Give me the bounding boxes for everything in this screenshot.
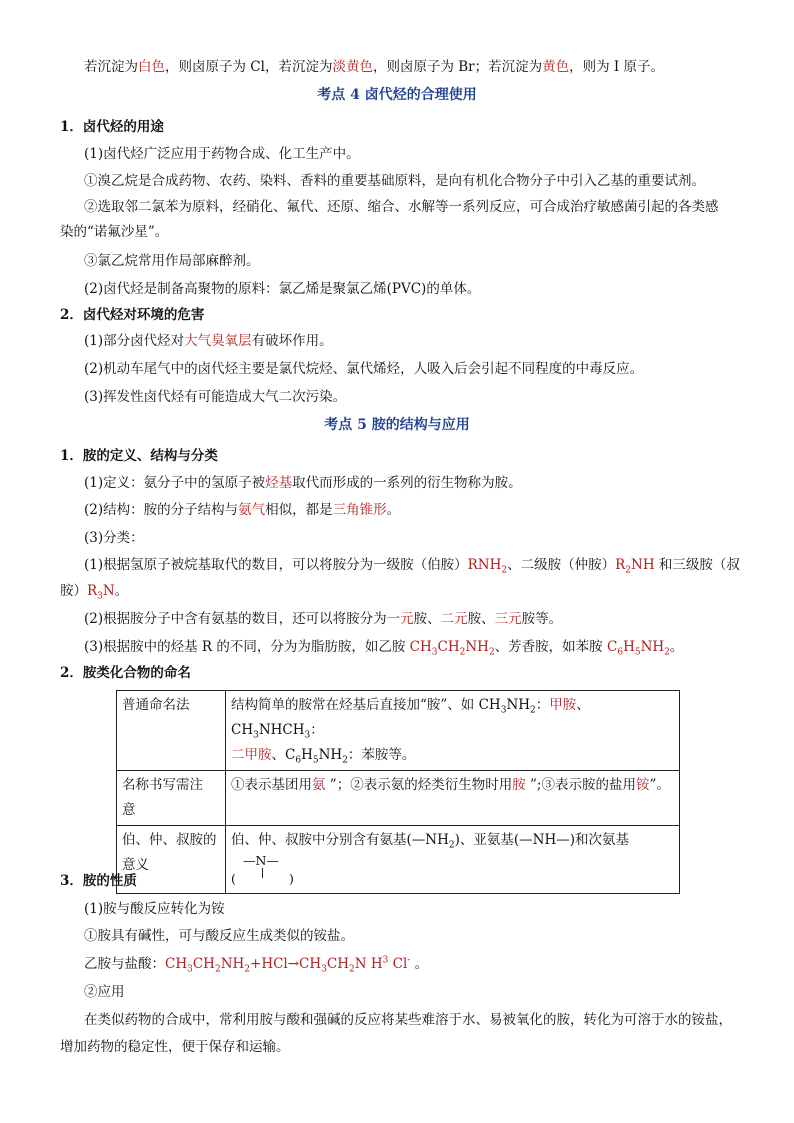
text: ，则卤原子为 Cl，若沉淀为 <box>165 59 333 75</box>
highlight: 三角锥形 <box>332 502 387 518</box>
text: 结构简单的胺常在烃基后直接加“胺”、如 CH <box>231 697 501 713</box>
text: ： <box>310 722 324 738</box>
highlight: 氨气 <box>238 502 266 518</box>
table-row <box>117 826 680 894</box>
text: 若沉淀为 <box>84 59 138 75</box>
text: 意 <box>122 802 136 818</box>
paragraph: (3)挥发性卤代烃有可能造成大气二次污染。 <box>84 389 347 405</box>
text: CH <box>409 639 432 655</box>
text: H <box>301 747 313 763</box>
bond-line <box>262 868 263 878</box>
text: 伯、仲、叔胺中分别含有氨基(—NH <box>231 832 449 848</box>
highlight: 甲胺 <box>549 697 577 713</box>
subscript: 2 <box>488 647 495 658</box>
subscript: 5 <box>634 647 641 658</box>
text: (2)结构：胺的分子结构与 <box>84 502 239 518</box>
paragraph <box>84 556 740 574</box>
paragraph: ②应用 <box>84 984 125 1000</box>
text: 意义 <box>122 857 149 873</box>
text: (2)根据胺分子中含有氨基的数目，还可以将胺分为 <box>84 611 387 627</box>
section-title-kp5: 考点 5 胺的结构与应用 <box>324 417 470 433</box>
highlight: 胺 <box>512 777 526 793</box>
reaction-line <box>84 955 428 973</box>
paragraph <box>84 474 522 492</box>
formula <box>467 557 508 576</box>
highlight: 氨 <box>312 777 326 793</box>
paragraph <box>84 610 562 628</box>
subscript: 2 <box>244 964 251 975</box>
paragraph: ①胺具有碱性，可与酸反应生成类似的铵盐。 <box>84 928 354 944</box>
text: (1)定义：氨分子中的氢原子被 <box>84 475 266 491</box>
subscript: 3 <box>187 964 193 975</box>
heading-haloalkane-uses: 1．卤代烃的用途 <box>60 119 164 135</box>
naming-table <box>116 690 680 894</box>
text: +HCl→CH <box>250 956 322 972</box>
paragraph <box>84 638 683 656</box>
structure-text: —N— <box>243 853 279 868</box>
text: 胺等。 <box>521 611 563 627</box>
subscript: 3 <box>500 705 507 716</box>
text: 取代而形成的一系列的衍生物称为胺。 <box>292 475 522 491</box>
text: )、亚氨基(—NH—)和次氨基 <box>454 832 629 848</box>
paragraph <box>60 582 128 600</box>
text: CH <box>165 956 188 972</box>
text: ①表示基团用 <box>231 777 312 793</box>
formula <box>615 557 655 576</box>
text: N H <box>354 956 383 972</box>
paragraph: ①溴乙烷是合成药物、农药、染料、香料的重要基础原料，是向有机化合物分子中引入乙基的重要试剂。 <box>84 173 705 189</box>
highlight: 白色 <box>138 59 165 75</box>
text: Cl <box>388 956 408 972</box>
paragraph: ②选取邻二氯苯为原料，经硝化、氟代、还原、缩合、水解等一系列反应，可合成治疗敏感菌引起的各类感 <box>84 199 719 215</box>
highlight: 烃基 <box>265 475 293 491</box>
text: 乙胺与盐酸： <box>84 956 165 972</box>
text: NH <box>640 639 665 655</box>
text: 伯、仲、叔胺的 <box>122 832 217 848</box>
text: R <box>615 557 626 573</box>
reaction-equation <box>165 955 411 975</box>
subscript: 2 <box>530 705 536 716</box>
highlight: 二甲胺 <box>231 747 272 763</box>
formula <box>87 583 115 602</box>
text: CH <box>192 956 215 972</box>
table-row <box>117 771 680 826</box>
text: NH <box>465 639 489 655</box>
paragraph: (1)卤代烃广泛应用于药物合成、化工生产中。 <box>84 146 360 162</box>
paragraph <box>84 501 400 519</box>
text: 胺、 <box>413 611 441 627</box>
formula <box>409 639 495 658</box>
text: 胺、 <box>467 611 495 627</box>
text: 。 <box>410 956 429 972</box>
heading-amine-naming: 2．胺类化合物的命名 <box>60 665 191 681</box>
paragraph: 增加药物的稳定性，便于保存和运输。 <box>60 1039 290 1055</box>
subscript: 2 <box>459 647 466 658</box>
table-cell <box>117 771 226 826</box>
formula <box>606 639 670 658</box>
text: (1)部分卤代烃对 <box>84 333 185 349</box>
highlight: 大气臭氧层 <box>184 333 252 349</box>
subscript: 6 <box>617 647 624 658</box>
paragraph: (2)机动车尾气中的卤代烃主要是氯代烷烃、氯代烯烃，人吸入后会引起不同程度的中毒反应。 <box>84 361 644 377</box>
text: 胺） <box>60 583 87 599</box>
subscript: 2 <box>501 565 508 576</box>
subscript: 2 <box>214 964 221 975</box>
text: (3)根据胺中的烃基 R 的不同，分为为脂肪胺，如乙胺 <box>84 639 410 655</box>
subscript: 3 <box>321 964 327 975</box>
highlight: 三元 <box>494 611 522 627</box>
highlight: 淡黄色 <box>332 59 373 75</box>
text: ，则卤原子为 Br；若沉淀为 <box>372 59 543 75</box>
text: ，则为 I 原子。 <box>569 59 665 75</box>
superscript: - <box>407 955 411 966</box>
subscript: 3 <box>304 730 311 741</box>
heading-environment-harm: 2．卤代烃对环境的危害 <box>60 307 205 323</box>
paren: ) <box>289 871 294 886</box>
text: H <box>623 639 635 655</box>
text: CH <box>326 956 350 972</box>
text: 。 <box>669 639 684 655</box>
text: ：苯胺等。 <box>347 747 416 763</box>
text: NH <box>220 956 245 972</box>
text: N <box>102 583 115 599</box>
paragraph: 在类似药物的合成中，常利用胺与酸和强碱的反应将某些难溶于水、易被氧化的胺，转化为可溶于水的铵盐， <box>84 1012 732 1028</box>
subscript: 3 <box>431 647 438 658</box>
table-cell: 普通命名法 <box>117 691 226 771</box>
subscript: 2 <box>664 647 670 658</box>
subscript: 2 <box>349 964 355 975</box>
paragraph: ③氯乙烷常用作局部麻醉剂。 <box>84 253 260 269</box>
subscript: 3 <box>253 730 259 741</box>
table-cell <box>226 691 680 771</box>
text: 、二级胺（仲胺） <box>507 557 616 573</box>
text: NH <box>631 557 655 573</box>
text: ”;③表示胺的盐用 <box>525 777 636 793</box>
text: 有破坏作用。 <box>251 333 333 349</box>
subscript: 2 <box>448 840 455 851</box>
text: 。 <box>114 583 129 599</box>
subscript: 6 <box>295 755 302 766</box>
heading-amine-properties: 3．胺的性质 <box>60 873 137 889</box>
text: RNH <box>467 557 502 573</box>
paren: ( <box>231 871 236 886</box>
tertiary-amine-structure <box>231 853 674 891</box>
table-cell <box>226 826 680 894</box>
table-row <box>117 691 680 771</box>
subscript: 5 <box>312 755 319 766</box>
heading-amine-definition: 1．胺的定义、结构与分类 <box>60 448 218 464</box>
text: ： <box>535 697 550 713</box>
text: 名称书写需注 <box>122 777 203 793</box>
section-title-kp4: 考点 4 卤代烃的合理使用 <box>317 87 477 103</box>
text: 、CH <box>231 697 590 738</box>
text: 、芳香胺，如苯胺 <box>494 639 607 655</box>
text: C <box>606 639 618 655</box>
text: 。 <box>386 502 401 518</box>
text: (1)根据氢原子被烷基取代的数目，可以将胺分为一级胺（伯胺） <box>84 557 468 573</box>
text: CH <box>437 639 460 655</box>
text: 和三级胺（叔 <box>654 557 740 573</box>
superscript: 3 <box>382 955 389 966</box>
text: 、C <box>271 747 296 763</box>
text: NH <box>506 697 531 713</box>
paragraph: (1)胺与酸反应转化为铵 <box>84 901 225 917</box>
highlight: 一元 <box>386 611 414 627</box>
text: 相似，都是 <box>265 502 333 518</box>
text: NHCH <box>258 722 305 738</box>
subscript: 3 <box>97 591 103 602</box>
table-cell <box>226 771 680 826</box>
text: ”。 <box>649 777 670 793</box>
text: R <box>87 583 98 599</box>
paragraph: (2)卤代烃是制备高聚物的原料：氯乙烯是聚氯乙烯(PVC)的单体。 <box>84 281 481 297</box>
paragraph: (3)分类： <box>84 530 144 546</box>
paragraph <box>84 332 333 350</box>
subscript: 2 <box>625 565 632 576</box>
paragraph: 染的“诺氟沙星”。 <box>60 224 169 240</box>
text: NH <box>318 747 343 763</box>
precipitate-color-line <box>84 58 664 76</box>
subscript: 2 <box>342 755 348 766</box>
highlight: 二元 <box>440 611 468 627</box>
text: ”；②表示氨的烃类衍生物时用 <box>325 777 513 793</box>
highlight: 黄色 <box>542 59 570 75</box>
highlight: 铵 <box>635 777 650 793</box>
